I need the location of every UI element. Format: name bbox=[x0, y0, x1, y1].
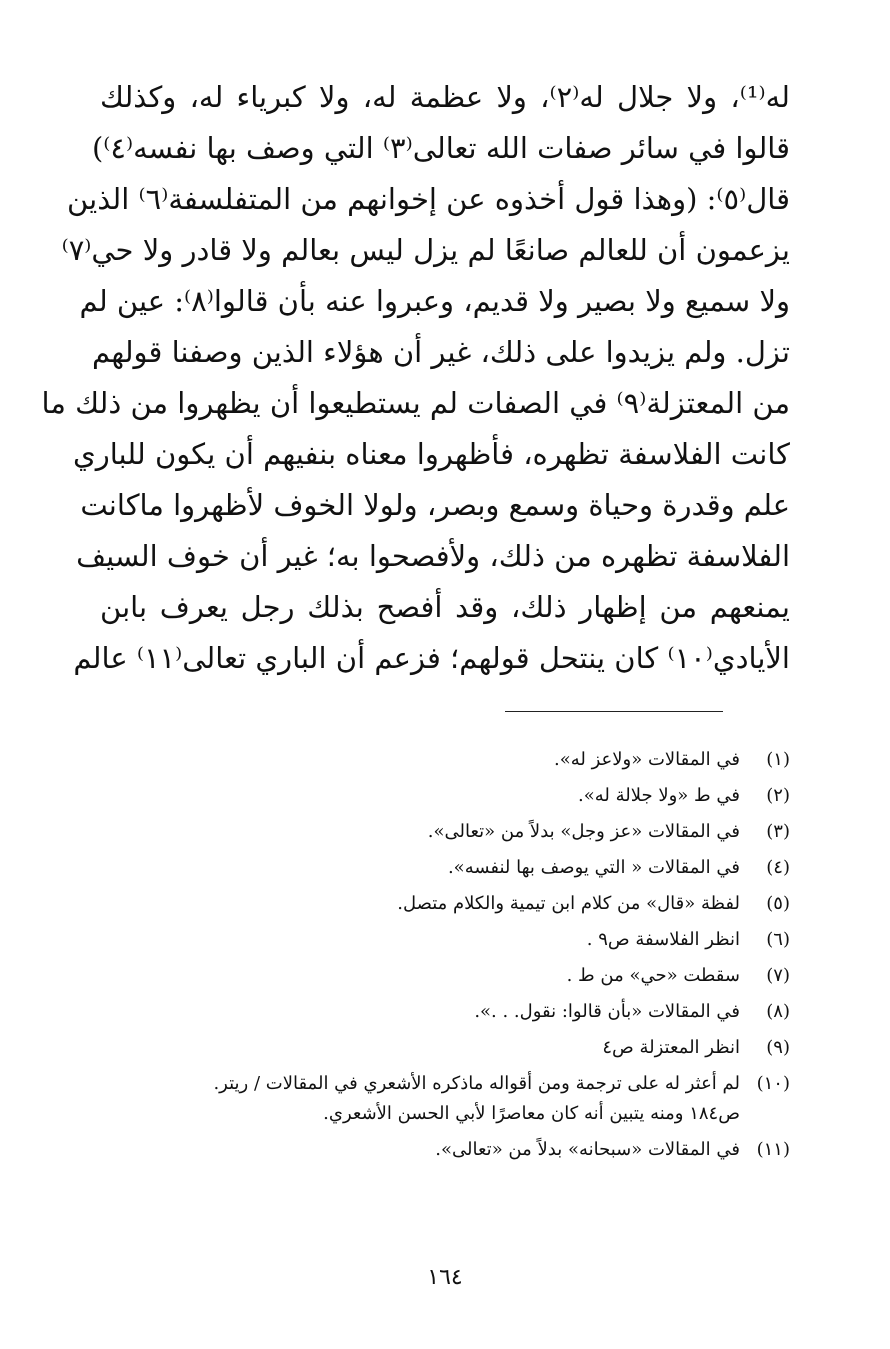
footnote-number: (١٠) bbox=[756, 1073, 790, 1094]
main-text-line: تزل. ولم يزيدوا على ذلك، غير أن هؤلاء الذين وصفنا قولهم bbox=[92, 335, 790, 369]
footnote-number: (١) bbox=[766, 749, 790, 770]
main-text-line: يزعمون أن للعالم صانعًا لم يزل ليس بعالم ولا قادر ولا حي⁽٧⁾ bbox=[61, 233, 790, 267]
main-text-line: قالوا في سائر صفات الله تعالى⁽٣⁾ التي وصف بها نفسه⁽٤⁾) bbox=[91, 131, 790, 165]
footnote bbox=[100, 925, 790, 955]
footnote bbox=[100, 1135, 790, 1165]
main-text bbox=[41, 72, 790, 684]
main-text-line: من المعتزلة⁽٩⁾ في الصفات لم يستطيعوا أن يظهروا من ذلك ما bbox=[41, 386, 790, 420]
footnote bbox=[100, 961, 790, 991]
footnote bbox=[100, 817, 790, 847]
footnote-number: (٥) bbox=[766, 893, 790, 914]
footnote-number: (٧) bbox=[766, 965, 790, 986]
footnote-text-line: لم أعثر له على ترجمة ومن أقواله ماذكره الأشعري في المقالات / ريتر. bbox=[213, 1073, 740, 1094]
main-text-line: كانت الفلاسفة تظهره، فأظهروا معناه بنفيهم أن يكون للباري bbox=[73, 437, 790, 471]
footnote bbox=[100, 853, 790, 883]
footnote-separator bbox=[505, 711, 723, 712]
main-text-line: ولا سميع ولا بصير ولا قديم، وعبروا عنه بأن قالوا⁽٨⁾: عين لم bbox=[79, 284, 790, 318]
main-text-line: قال⁽٥⁾: (وهذا قول أخذوه عن إخوانهم من المتفلسفة⁽٦⁾ الذين bbox=[67, 182, 790, 216]
footnote-text: في المقالات « التي يوصف بها لنفسه». bbox=[447, 857, 740, 878]
main-text-line: علم وقدرة وحياة وسمع وبصر، ولولا الخوف لأظهروا ماكانت bbox=[80, 488, 790, 522]
footnote-text: انظر المعتزلة ص٤ bbox=[602, 1037, 740, 1058]
footnote-text: في المقالات «عز وجل» بدلاً من «تعالى». bbox=[427, 821, 740, 842]
footnote-number: (١١) bbox=[756, 1139, 790, 1160]
footnote-number: (٦) bbox=[766, 929, 790, 950]
footnote-text-line: ص١٨٤ ومنه يتبين أنه كان معاصرًا لأبي الحسن الأشعري. bbox=[323, 1103, 740, 1124]
page-number: ١٦٤ bbox=[427, 1265, 463, 1290]
footnote bbox=[100, 1033, 790, 1063]
footnote-text: في المقالات «سبحانه» بدلاً من «تعالى». bbox=[435, 1139, 740, 1160]
footnote-number: (٩) bbox=[766, 1037, 790, 1058]
footnote-text: في ط «ولا جلالة له». bbox=[578, 785, 740, 806]
footnote bbox=[100, 745, 790, 775]
footnote-text: سقطت «حي» من ط . bbox=[566, 965, 740, 986]
footnote-text: في المقالات «بأن قالوا: نقول. . .». bbox=[474, 1001, 740, 1022]
footnote bbox=[100, 781, 790, 811]
main-text-line: له⁽¹⁾، ولا جلال له⁽٢⁾، ولا عظمة له، ولا كبرياء له، وكذلك bbox=[100, 80, 790, 114]
main-text-line: الأيادي⁽١٠⁾ كان ينتحل قولهم؛ فزعم أن الباري تعالى⁽١١⁾ عالم bbox=[73, 641, 790, 675]
footnote-text: في المقالات «ولاعز له». bbox=[554, 749, 740, 770]
footnote bbox=[100, 997, 790, 1027]
footnote-number: (٢) bbox=[766, 785, 790, 806]
main-text-line: يمنعهم من إظهار ذلك، وقد أفصح بذلك رجل يعرف بابن bbox=[100, 590, 790, 624]
footnote bbox=[100, 889, 790, 919]
footnote-text: انظر الفلاسفة ص٩ . bbox=[586, 929, 740, 950]
footnote-number: (٤) bbox=[766, 857, 790, 878]
footnote-text bbox=[100, 1069, 740, 1129]
main-text-line: الفلاسفة تظهره من ذلك، ولأفصحوا به؛ غير أن خوف السيف bbox=[76, 539, 790, 573]
footnote-text: لفظة «قال» من كلام ابن تيمية والكلام متصل. bbox=[397, 893, 740, 914]
footnote-number: (٨) bbox=[766, 1001, 790, 1022]
footnotes bbox=[100, 745, 790, 1171]
footnote bbox=[100, 1069, 790, 1129]
footnote-number: (٣) bbox=[766, 821, 790, 842]
